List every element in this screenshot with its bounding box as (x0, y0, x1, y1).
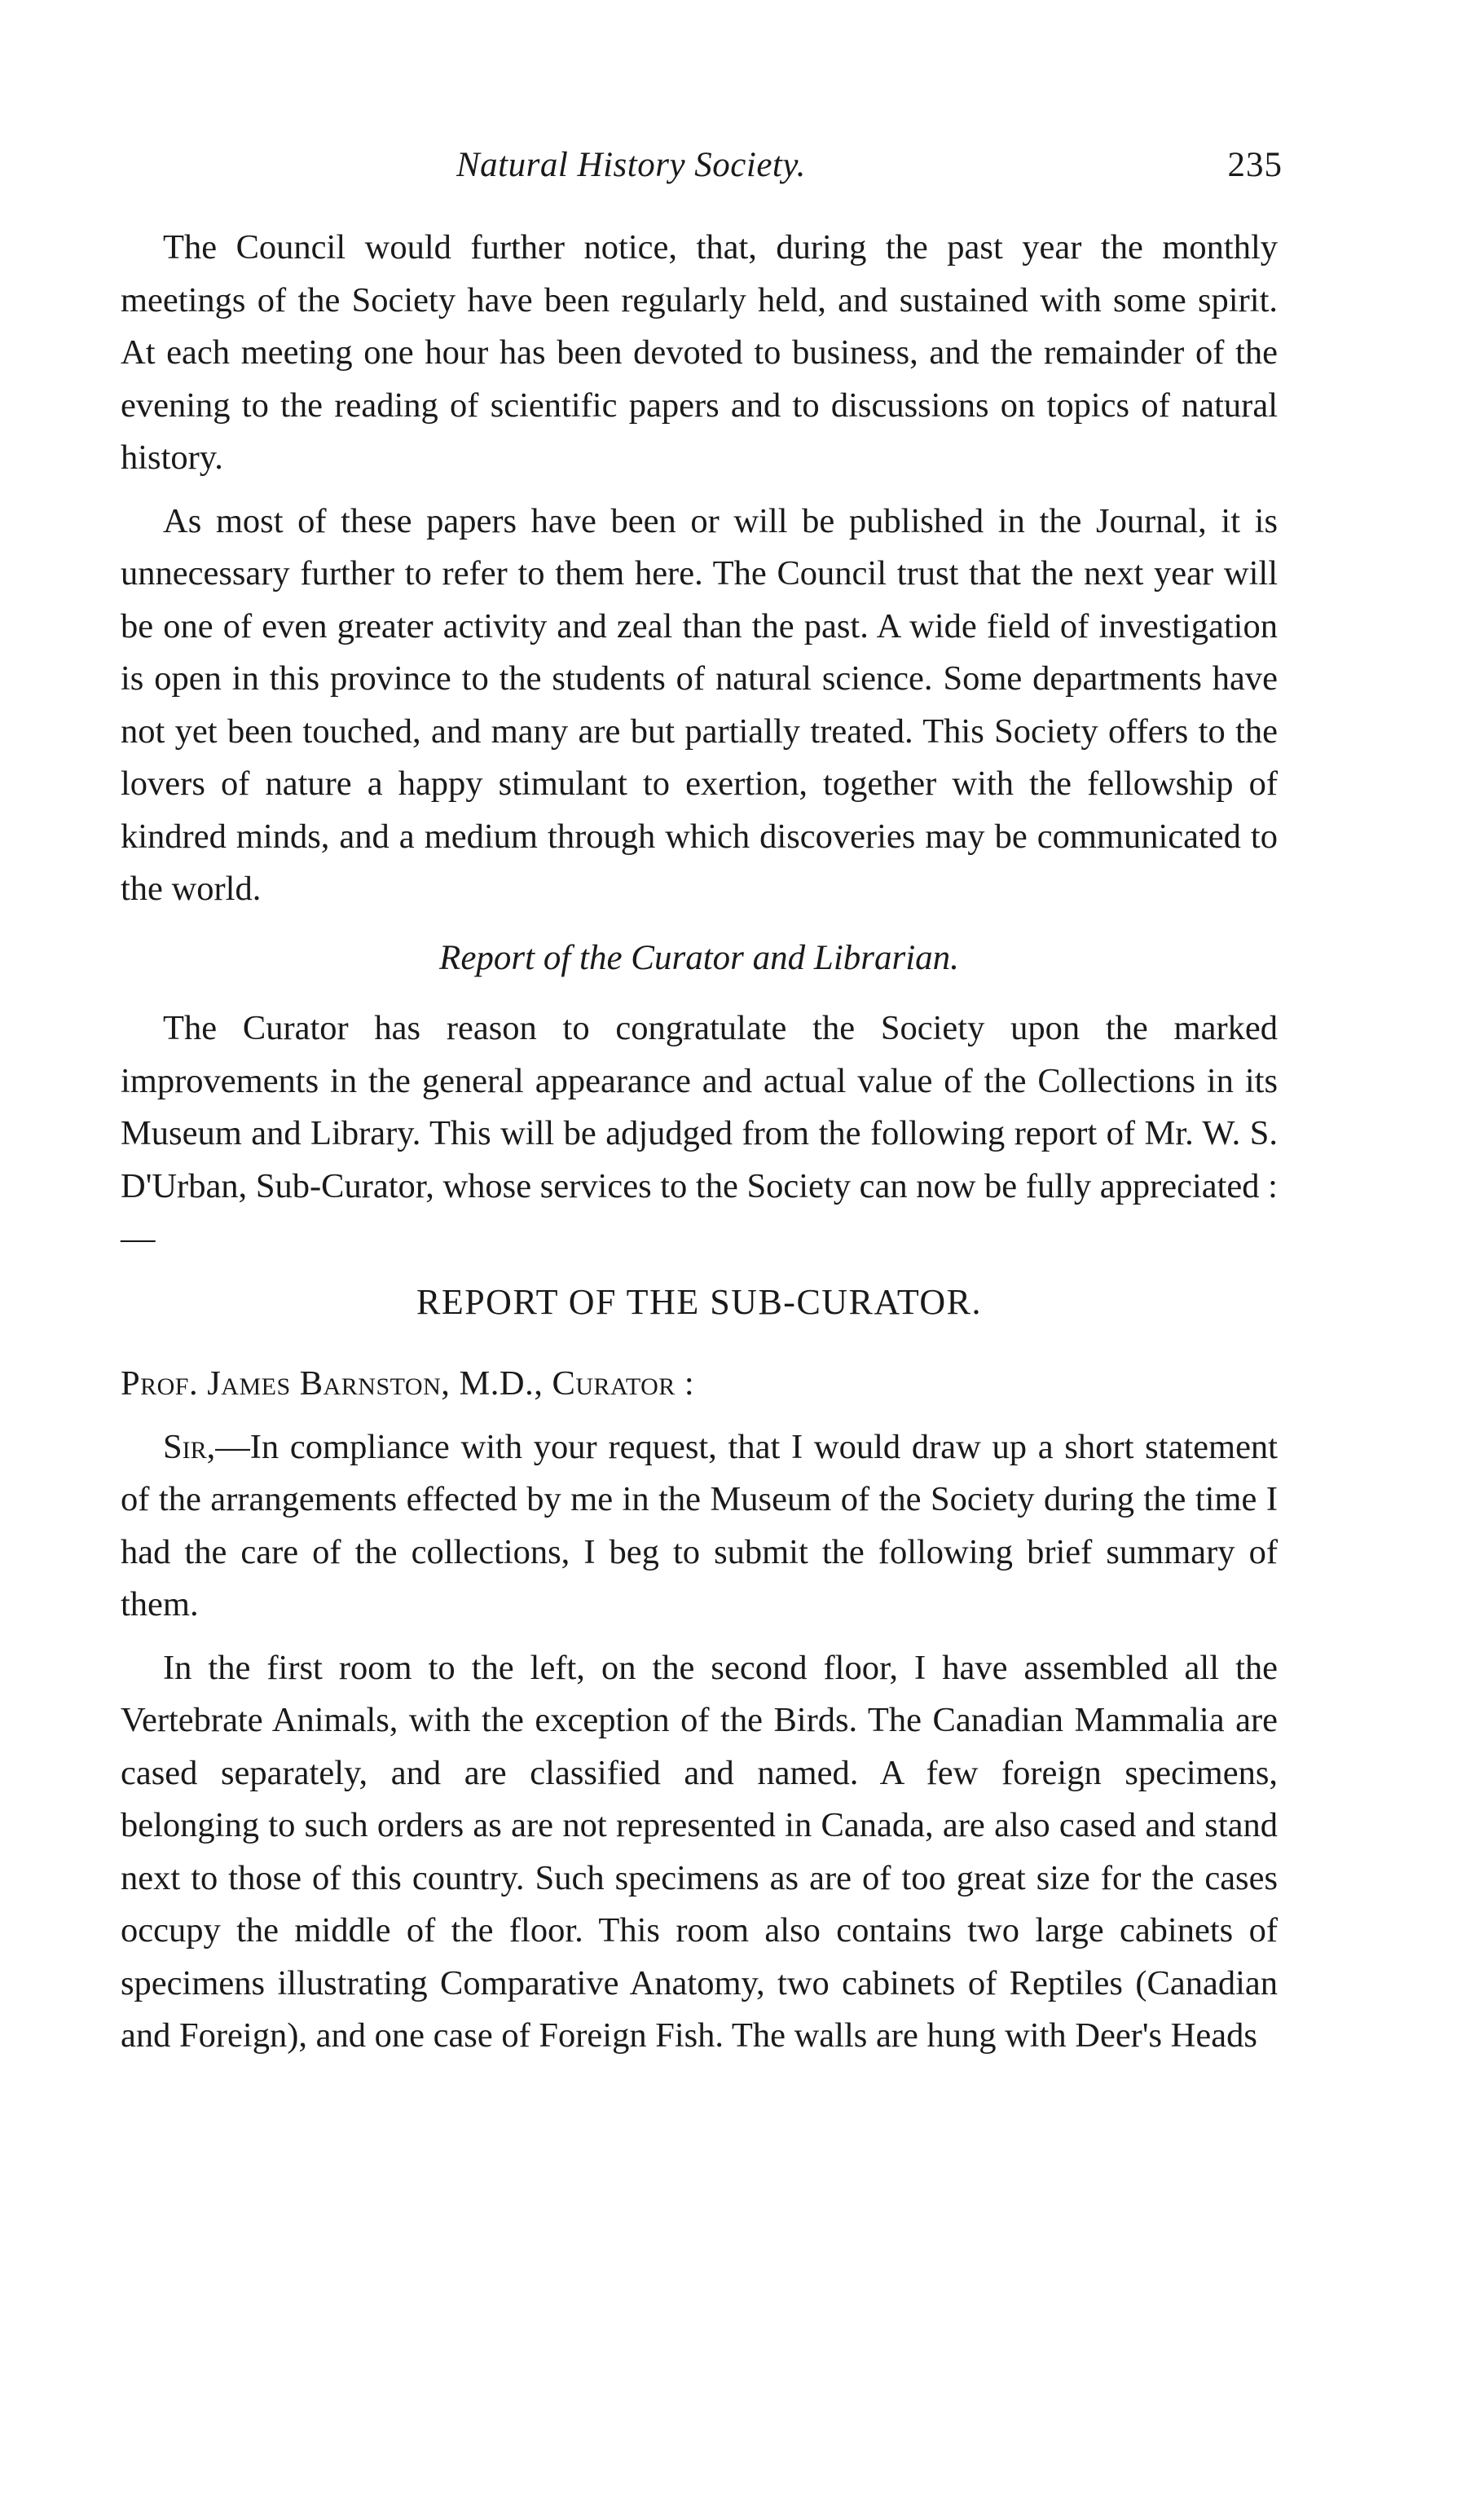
section-heading-subcurator-report: REPORT OF THE SUB-CURATOR. (416, 1281, 983, 1322)
paragraph-letter-opening (121, 1421, 1278, 1632)
paragraph-council-papers: As most of these papers have been or will be published in the Journal, it is unnecessary further to refer to them here. The Council trust that the next year will be one of even greater activity and zeal than the past. A wide field of investigation is open in this province to the students of natural science. Some departments have not yet been touched, and many are but partially treated. This Society offers to the lovers of nature a happy stimulant to exertion, together with the fellowship of kindred minds, and a medium through which discoveries may be communicated to the world. (121, 501, 1278, 908)
letter-opening-text: —In compliance with your request, that I would draw up a short statement of the arrangements effected by me in the Museum of the Society during the time I had the care of the collections, I beg to submit the following brief summary of them. (121, 1427, 1278, 1623)
running-title: Natural History Society. (456, 146, 806, 184)
body-text (121, 222, 1278, 2073)
paragraph-first-room: In the first room to the left, on the second floor, I have assembled all the Vertebrate Animals, with the exception of the Birds. The Canadian Mammalia are cased separately, and are classified and named. A few foreign specimens, belonging to such orders as are not represented in Canada, are also cased and stand next to those of this country. Such specimens as are of too great size for the cases occupy the middle of the floor. This room also contains two large cabinets of specimens illustrating Comparative Anatomy, two cabinets of Reptiles (Canadian and Foreign), and one case of Foreign Fish. The walls are hung with Deer's Heads (121, 1648, 1278, 2055)
paragraph-council-meetings: The Council would further notice, that, during the past year the monthly meetings of the Society have been regularly held, and sustained with some spirit. At each meeting one hour has been devoted to business, and the remainder of the evening to the reading of scientific papers and to discussions on topics of natural history. (121, 228, 1278, 477)
paragraph-curator-congratulations: The Curator has reason to congratulate the Society upon the marked improvements in the general appearance and actual value of the Collections in its Museum and Library. This will be adjudged from the following report of Mr. W. S. D'Urban, Sub-Curator, whose services to the Society can now be fully appreciated :— (121, 1009, 1278, 1258)
section-heading-curator-report: Report of the Curator and Librarian. (439, 938, 959, 977)
letter-salutation: Sir, (163, 1427, 216, 1466)
letter-address: Prof. James Barnston, M.D., Curator : (121, 1364, 695, 1403)
page-number: 235 (1227, 146, 1283, 184)
